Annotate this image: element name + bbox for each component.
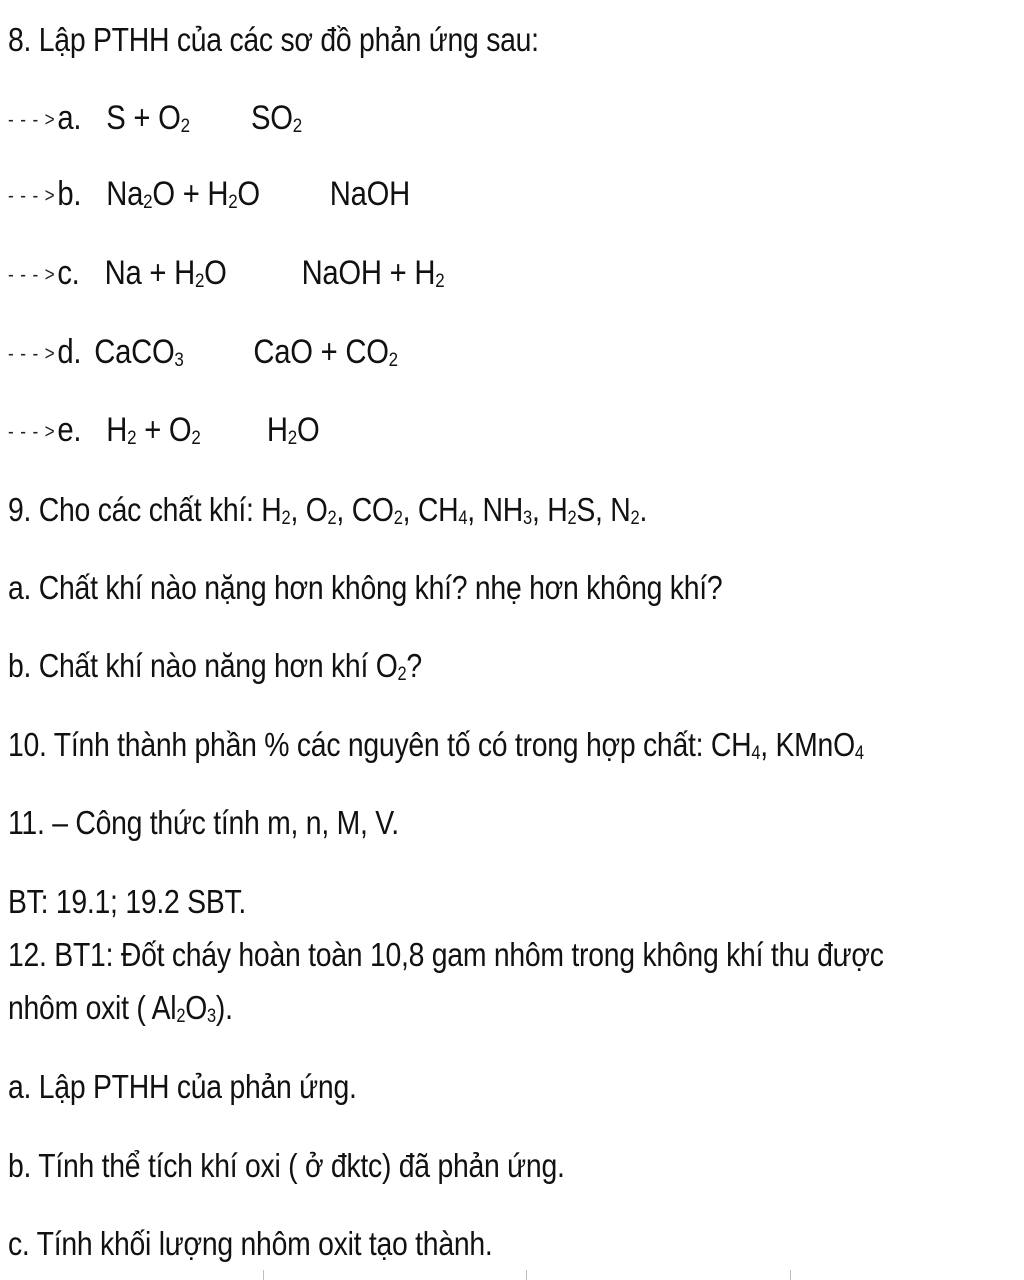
- reactant: $Na_2O$: [106, 175, 175, 213]
- dashed-arrow-icon: - - - >: [8, 264, 56, 287]
- gas-1: $O_2$: [305, 491, 337, 529]
- reaction-label: a.: [57, 99, 82, 137]
- dashed-arrow-icon: - - - >: [8, 343, 56, 366]
- plus-sign: +: [389, 254, 407, 292]
- gas-4: $NH_3$: [482, 491, 532, 529]
- ruler-tick: [263, 1270, 264, 1280]
- dashed-arrow-icon: - - - >: [8, 421, 56, 444]
- product: NaOH: [301, 254, 382, 292]
- gas-3: $CH_4$: [417, 491, 468, 529]
- reactant: $O_2$: [168, 411, 201, 449]
- product: $H_2O$: [266, 411, 320, 449]
- q12-part-b: b. Tính thể tích khí oxi ( ở đktc) đã phản ứng.: [8, 1147, 565, 1184]
- q12-line2: nhôm oxit ( $Al_2O_3$).: [8, 989, 233, 1027]
- reactant: Na: [104, 254, 142, 292]
- q10-text: 10. Tính thành phần % các nguyên tố có trong hợp chất: $CH_4$, KMnO$_4$: [8, 726, 864, 764]
- reaction-label: e.: [57, 411, 82, 449]
- gas-2: $CO_2$: [351, 491, 403, 529]
- reaction-b: [8, 174, 410, 216]
- product: $H_2$: [414, 254, 445, 292]
- plus-sign: +: [133, 99, 151, 137]
- q9-part-a: a. Chất khí nào nặng hơn không khí? nhẹ hơn không khí?: [8, 569, 723, 606]
- plus-sign: +: [320, 333, 338, 371]
- q11-exercise: BT: 19.1; 19.2 SBT.: [8, 883, 247, 920]
- q9-heading: 9. Cho các chất khí: $H_2$, $O_2$, $CO_2$, $CH_4$, $NH_3$, $H_2S$, $N_2$.: [8, 491, 648, 529]
- reaction-label: d.: [57, 333, 82, 371]
- gas-5: $H_2S$: [547, 491, 596, 529]
- reaction-d: [8, 332, 398, 374]
- plus-sign: +: [144, 411, 162, 449]
- product: $CO_2$: [345, 333, 398, 371]
- reactant: $H_2$: [106, 411, 137, 449]
- reactant: $O_2$: [158, 99, 190, 137]
- q11-text: 11. – Công thức tính m, n, M, V.: [8, 804, 399, 841]
- product: CaO: [253, 333, 313, 371]
- product: NaOH: [329, 175, 410, 213]
- reaction-label: c.: [57, 254, 80, 292]
- reactant: $H_2O$: [174, 254, 227, 292]
- q12-part-c: c. Tính khối lượng nhôm oxit tạo thành.: [8, 1225, 493, 1262]
- ruler-tick: [790, 1270, 791, 1280]
- product: $SO_2$: [250, 99, 302, 137]
- dashed-arrow-icon: - - - >: [8, 109, 56, 132]
- q12-part-a: a. Lập PTHH của phản ứng.: [8, 1068, 357, 1105]
- gas-0: $H_2$: [261, 491, 291, 529]
- plus-sign: +: [149, 254, 167, 292]
- reaction-e: [8, 410, 319, 452]
- q9-part-b: b. Chất khí nào năng hơn khí $O_2$?: [8, 647, 422, 685]
- reactant: $H_2O$: [207, 175, 260, 213]
- reaction-a: [8, 98, 302, 140]
- reaction-label: b.: [57, 175, 82, 213]
- gas-6: $N_2$: [610, 491, 640, 529]
- q8-heading: 8. Lập PTHH của các sơ đồ phản ứng sau:: [8, 21, 539, 58]
- reaction-c: [8, 253, 444, 295]
- reactant: S: [106, 99, 126, 137]
- q12-line1: 12. BT1: Đốt cháy hoàn toàn 10,8 gam nhôm trong không khí thu được: [8, 936, 884, 973]
- reactant: CaCO$_3$: [94, 333, 184, 371]
- plus-sign: +: [182, 175, 200, 213]
- dashed-arrow-icon: - - - >: [8, 185, 56, 208]
- ruler-tick: [526, 1270, 527, 1280]
